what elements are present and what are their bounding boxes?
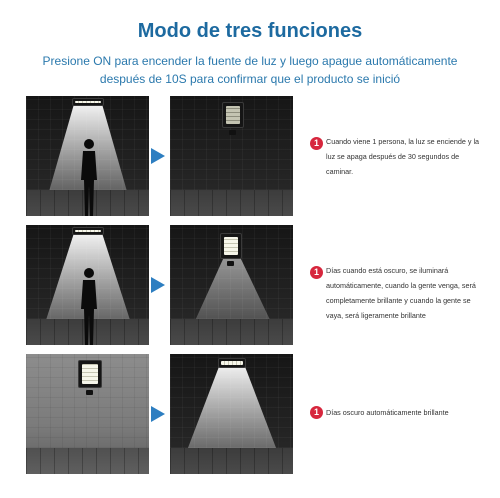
scene-person-lit bbox=[26, 225, 149, 345]
mode-row-2 bbox=[0, 225, 500, 345]
scene-lamp-off bbox=[170, 96, 293, 216]
page-subtitle: Presione ON para encender la fuente de luz y luego apague automáticamente después de 10S para confirmar que el producto se inició bbox=[42, 54, 458, 86]
person-silhouette-icon bbox=[76, 267, 102, 345]
mode-3-description: Días oscuro automáticamente brillante bbox=[326, 408, 449, 417]
scene-lamp-daylight bbox=[26, 354, 149, 474]
mode-2-description: Días cuando está oscuro, se iluminará automáticamente, cuando la gente venga, será completamente brillante y cuando la gente se vaya, será ligeramente brillante bbox=[326, 266, 476, 320]
motion-sensor-icon bbox=[227, 261, 234, 266]
mode-row-1 bbox=[0, 96, 500, 216]
scene-person-lit bbox=[26, 96, 149, 216]
triangle-right-icon bbox=[151, 148, 165, 164]
solar-street-lamp-icon bbox=[72, 227, 104, 235]
solar-street-lamp-icon bbox=[222, 102, 244, 128]
scene-lamp-dim bbox=[170, 225, 293, 345]
number-badge-icon: 1 bbox=[310, 266, 323, 279]
motion-sensor-icon bbox=[229, 130, 236, 135]
triangle-right-icon bbox=[151, 277, 165, 293]
solar-street-lamp-icon bbox=[72, 98, 104, 106]
person-silhouette-icon bbox=[76, 138, 102, 216]
page-title: Modo de tres funciones bbox=[137, 20, 363, 42]
mode-row-3 bbox=[0, 354, 500, 474]
number-badge-icon: 1 bbox=[310, 406, 323, 419]
motion-sensor-icon bbox=[86, 390, 93, 395]
triangle-right-icon bbox=[151, 406, 165, 422]
mode-1-description: Cuando viene 1 persona, la luz se enciende y la luz se apaga después de 30 segundos de caminar. bbox=[326, 137, 480, 176]
number-badge-icon: 1 bbox=[310, 137, 323, 150]
solar-street-lamp-icon bbox=[218, 358, 246, 368]
solar-street-lamp-icon bbox=[220, 233, 242, 259]
solar-street-lamp-icon bbox=[78, 360, 102, 388]
scene-lamp-bright bbox=[170, 354, 293, 474]
